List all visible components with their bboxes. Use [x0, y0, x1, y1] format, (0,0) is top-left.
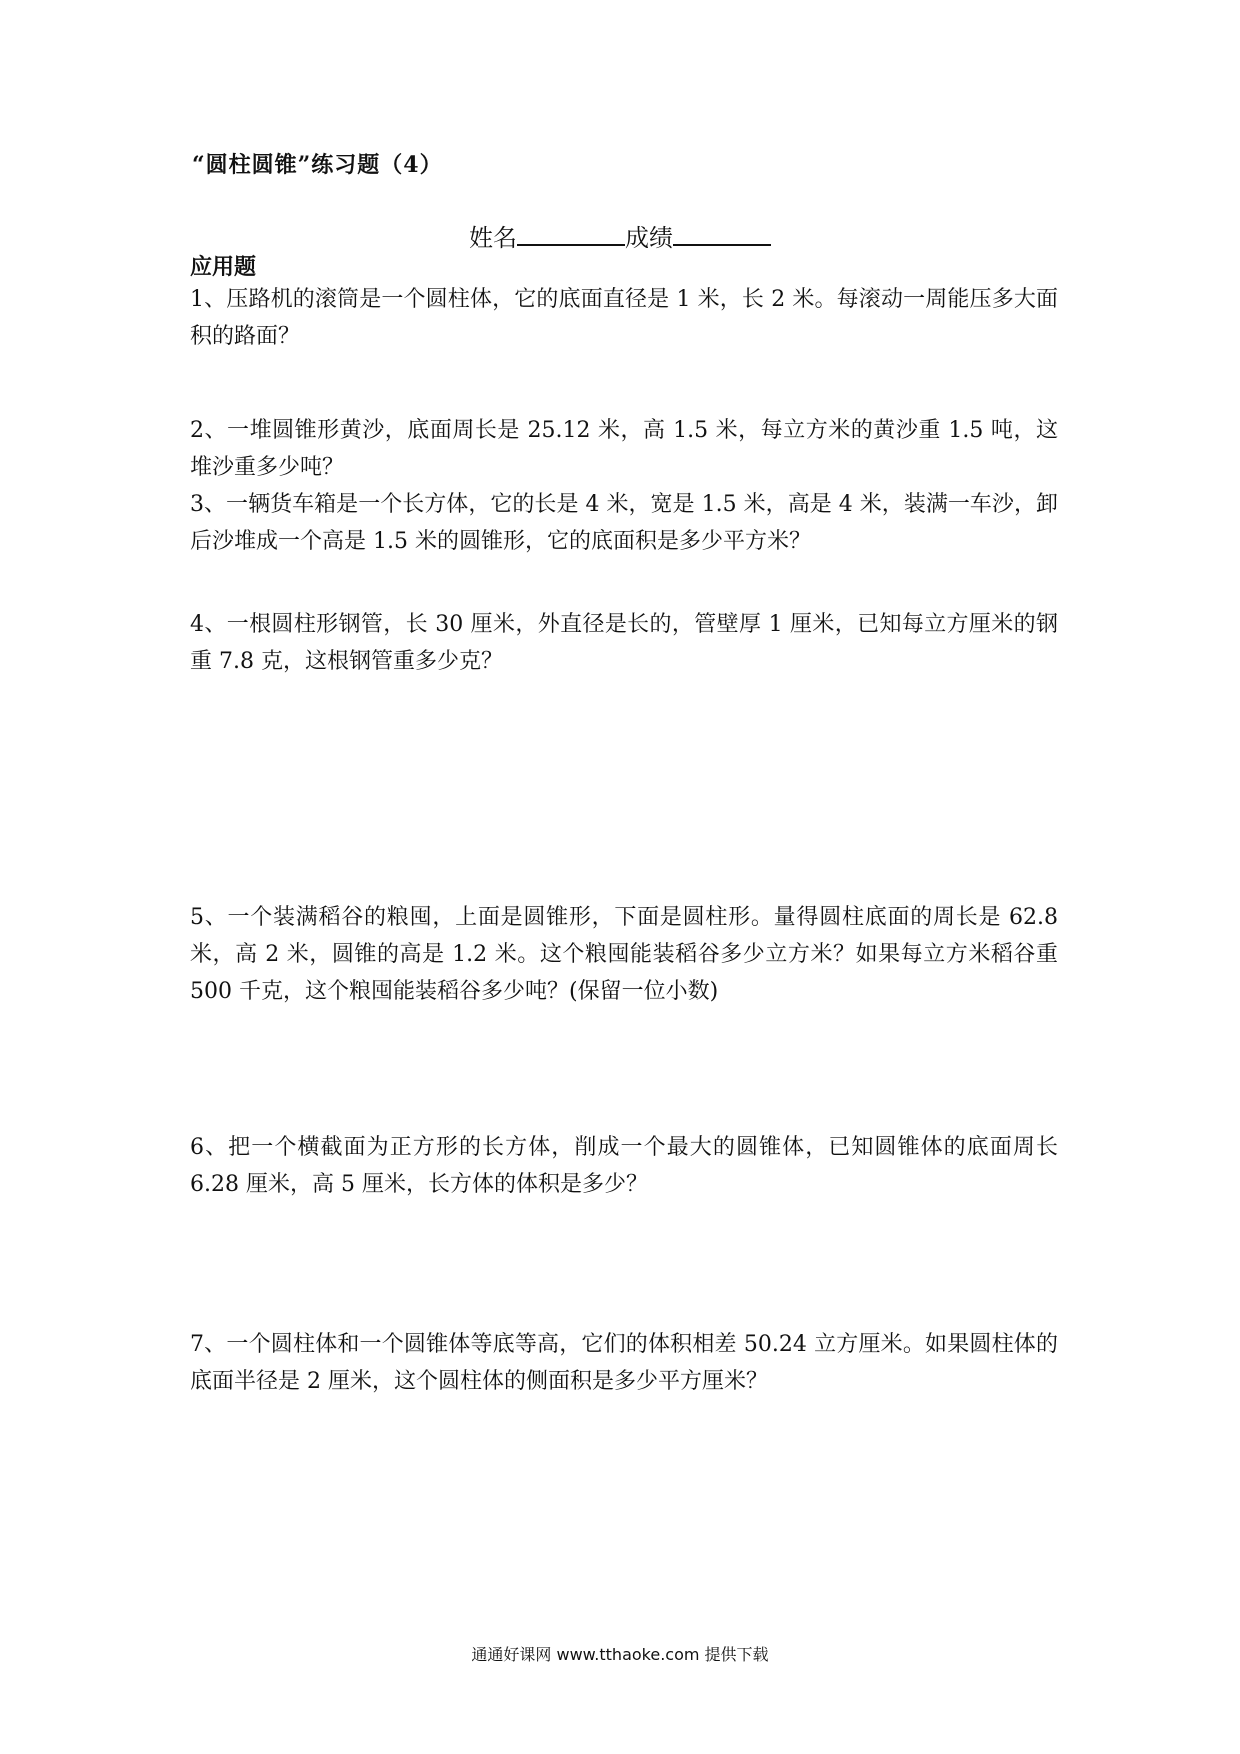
question-6: 6、把一个横截面为正方形的长方体，削成一个最大的圆锥体，已知圆锥体的底面周长 6.28 厘米，高 5 厘米，长方体的体积是多少？: [190, 1135, 1058, 1197]
page-footer: 通通好课网 www.tthaoke.com 提供下载: [471, 1645, 769, 1664]
page-title: “圆柱圆锥”练习题（4）: [192, 152, 443, 178]
question-3: 3、一辆货车箱是一个长方体，它的长是 4 米，宽是 1.5 米，高是 4 米，装满一车沙，卸后沙堆成一个高是 1.5 米的圆锥形，它的底面积是多少平方米？: [190, 492, 1058, 554]
question-2: 2、一堆圆锥形黄沙，底面周长是 25.12 米，高 1.5 米，每立方米的黄沙重 1.5 吨，这堆沙重多少吨？: [190, 418, 1058, 480]
section-title: 应用题: [190, 254, 257, 280]
question-1: 1、压路机的滚筒是一个圆柱体，它的底面直径是 1 米，长 2 米。每滚动一周能压多大面积的路面？: [190, 287, 1058, 349]
score-label: 成绩: [625, 224, 673, 252]
name-blank: [517, 222, 625, 246]
question-5: 5、一个装满稻谷的粮囤，上面是圆锥形，下面是圆柱形。量得圆柱底面的周长是 62.8 米，高 2 米，圆锥的高是 1.2 米。这个粮囤能装稻谷多少立方米？如果每立方米稻谷重 500 千克，这个粮囤能装稻谷多少吨？(保留一位小数): [190, 905, 1058, 1004]
student-info-line: [0, 218, 1240, 253]
question-7: 7、一个圆柱体和一个圆锥体等底等高，它们的体积相差 50.24 立方厘米。如果圆柱体的底面半径是 2 厘米，这个圆柱体的侧面积是多少平方厘米？: [190, 1332, 1058, 1394]
question-4: 4、一根圆柱形钢管，长 30 厘米，外直径是长的，管壁厚 1 厘米，已知每立方厘米的钢重 7.8 克，这根钢管重多少克？: [190, 612, 1058, 674]
score-blank: [673, 222, 771, 246]
name-label: 姓名: [469, 224, 517, 252]
